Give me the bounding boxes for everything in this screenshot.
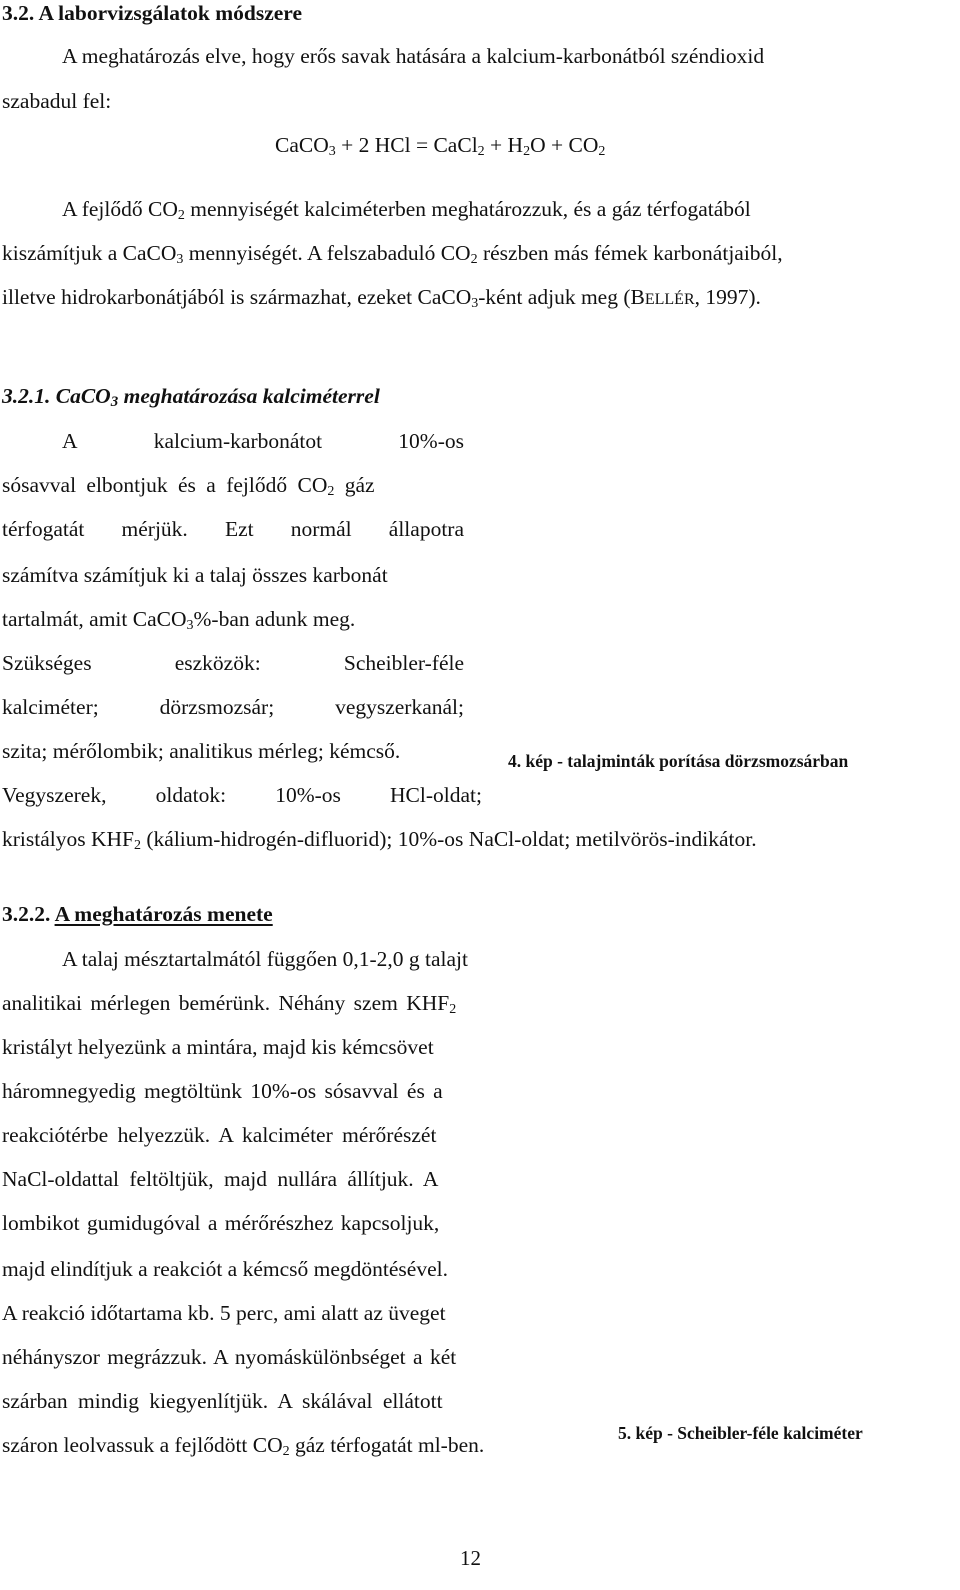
intro-line: A meghatározás elve, hogy erős savak hatására a kalcium-karbonátból széndioxid (62, 44, 765, 68)
paragraph-line: A fejlődő $CO_2$ mennyiségét kalciméterben meghatározzuk, és a gáz térfogatából (62, 197, 751, 223)
page-number: 12 (460, 1546, 481, 1570)
section-title: A laborvizsgálatok módszere (38, 1, 303, 25)
paragraph-line: majd elindítjuk a reakciót a kémcső megdöntésével. (2, 1257, 448, 1281)
subsection-heading: 3.2.2. A meghatározás menete (2, 902, 273, 926)
figure-caption: 4. kép - talajminták porítása dörzsmozsárban (508, 751, 849, 771)
paragraph-line: számítva számítjuk ki a talaj összes karbonát (2, 563, 388, 587)
paragraph-line: kristályos $KHF_2$ (kálium-hidrogén-difluorid); 10%-os NaCl-oldat; metilvörös-indikátor. (2, 827, 757, 853)
figure-caption: 5. kép - Scheibler-féle kalciméter (618, 1423, 863, 1443)
paragraph-line: kiszámítjuk a CaCO$_3$ mennyiségét. A felszabaduló $CO_2$ részben más fémek karbonátjaiból, (2, 241, 783, 267)
paragraph-line: kristályt helyezünk a mintára, majd kis kémcsövet (2, 1035, 434, 1059)
chemical-equation: CaCO$_3$ + 2 HCl = CaCl$_2$ + $H_2O + CO_2$ (275, 133, 606, 159)
paragraph-line: tartalmát, amit CaCO$_3$%-ban adunk meg. (2, 607, 356, 633)
paragraph-line: száron leolvassuk a fejlődött $CO_2$ gáz térfogatát ml-ben. (2, 1433, 485, 1459)
paragraph-line: Vegyszerek, oldatok: 10%-os HCl-oldat; (2, 783, 482, 807)
section-number: 3.2. (2, 1, 35, 25)
paragraph-line: NaCl-oldattal feltöltjük, majd nullára állítjuk. A (2, 1167, 439, 1191)
paragraph-line: térfogatát mérjük. Ezt normál állapotra (2, 517, 464, 541)
paragraph-line: háromnegyedig megtöltünk 10%-os sósavval és a (2, 1079, 443, 1103)
author-smallcaps: ELLÉR (644, 291, 695, 308)
paragraph-line: szárban mindig kiegyenlítjük. A skálával ellátott (2, 1389, 443, 1413)
paragraph-line: A kalcium-karbonátot 10%-os (62, 429, 464, 453)
paragraph-line: kalciméter; dörzsmozsár; vegyszerkanál; (2, 695, 464, 719)
paragraph-line: sósavval elbontjuk és a fejlődő $CO_2$ gáz (2, 473, 375, 499)
section-heading (2, 2, 302, 26)
paragraph-line: lombikot gumidugóval a mérőrészhez kapcsoljuk, (2, 1211, 440, 1235)
paragraph-line: A reakció időtartama kb. 5 perc, ami alatt az üveget (2, 1301, 446, 1325)
subsection-heading: 3.2.1. CaCO$_3$ meghatározása kalciméterrel (2, 384, 380, 410)
intro-line: szabadul fel: (2, 89, 112, 113)
paragraph-line: szita; mérőlombik; analitikus mérleg; kémcső. (2, 739, 401, 763)
paragraph-line: illetve hidrokarbonátjából is származhat, ezeket CaCO$_3$-ként adjuk meg (BELLÉR, 1997). (2, 285, 761, 311)
paragraph-line: A talaj mésztartalmától függően 0,1-2,0 g talajt (62, 947, 468, 971)
paragraph-line: analitikai mérlegen bemérünk. Néhány szem $KHF_2$ (2, 991, 457, 1017)
paragraph-line: Szükséges eszközök: Scheibler-féle (2, 651, 464, 675)
paragraph-line: néhányszor megrázzuk. A nyomáskülönbséget a két (2, 1345, 457, 1369)
paragraph-line: reakciótérbe helyezzük. A kalciméter mérőrészét (2, 1123, 437, 1147)
